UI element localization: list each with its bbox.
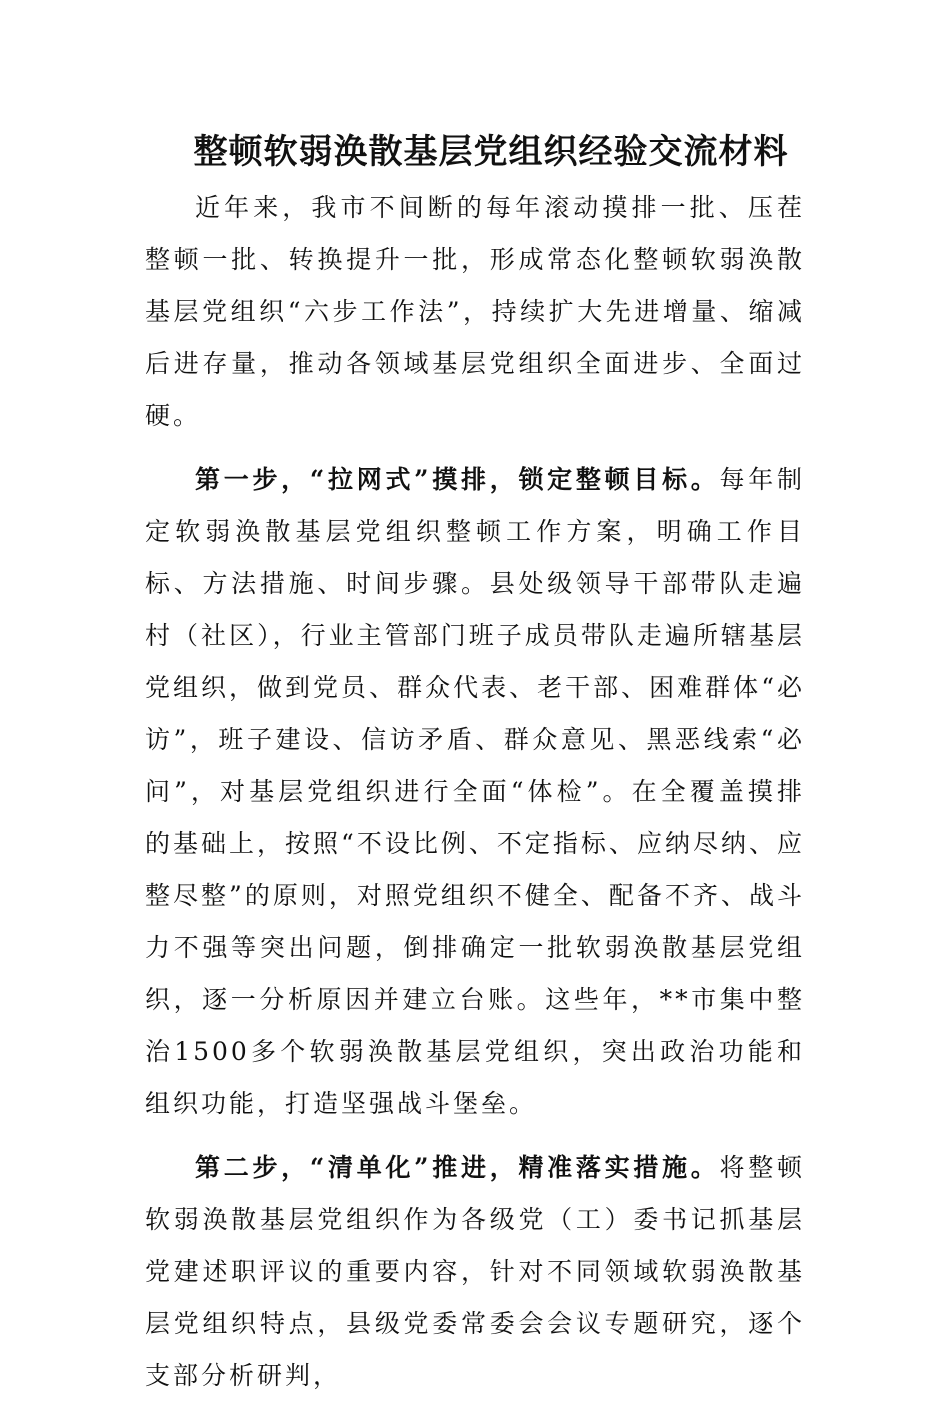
document-title: 整顿软弱涣散基层党组织经验交流材料 (193, 132, 789, 172)
paragraph-heading: 第一步，“拉网式”摸排，锁定整顿目标。 (195, 465, 720, 494)
paragraph-text: 将整顿软弱涣散基层党组织作为各级党（工）委书记抓基层党建述职评议的重要内容，针对不同领域软弱涣散基层党组织特点，县级党委常委会会议专题研究，逐个支部分析研判， (145, 1153, 805, 1390)
document-body (145, 182, 805, 1402)
paragraph-text: 近年来，我市不间断的每年滚动摸排一批、压茬整顿一批、转换提升一批，形成常态化整顿软弱涣散基层党组织“六步工作法”，持续扩大先进增量、缩减后进存量，推动各领域基层党组织全面进步、全面过硬。 (145, 193, 805, 430)
step-one-paragraph (145, 454, 805, 1130)
step-two-paragraph (145, 1142, 805, 1402)
paragraph-heading: 第二步，“清单化”推进，精准落实措施。 (195, 1153, 720, 1182)
intro-paragraph (145, 182, 805, 442)
paragraph-text: 每年制定软弱涣散基层党组织整顿工作方案，明确工作目标、方法措施、时间步骤。县处级领导干部带队走遍村（社区），行业主管部门班子成员带队走遍所辖基层党组织，做到党员、群众代表、老干部、困难群体“必访”，班子建设、信访矛盾、群众意见、黑恶线索“必问”，对基层党组织进行全面“体检”。在全覆盖摸排的基础上，按照“不设比例、不定指标、应纳尽纳、应整尽整”的原则，对照党组织不健全、配备不齐、战斗力不强等突出问题，倒排确定一批软弱涣散基层党组织，逐一分析原因并建立台账。这些年，**市集中整治1500多个软弱涣散基层党组织，突出政治功能和组织功能，打造坚强战斗堡垒。 (145, 465, 805, 1118)
